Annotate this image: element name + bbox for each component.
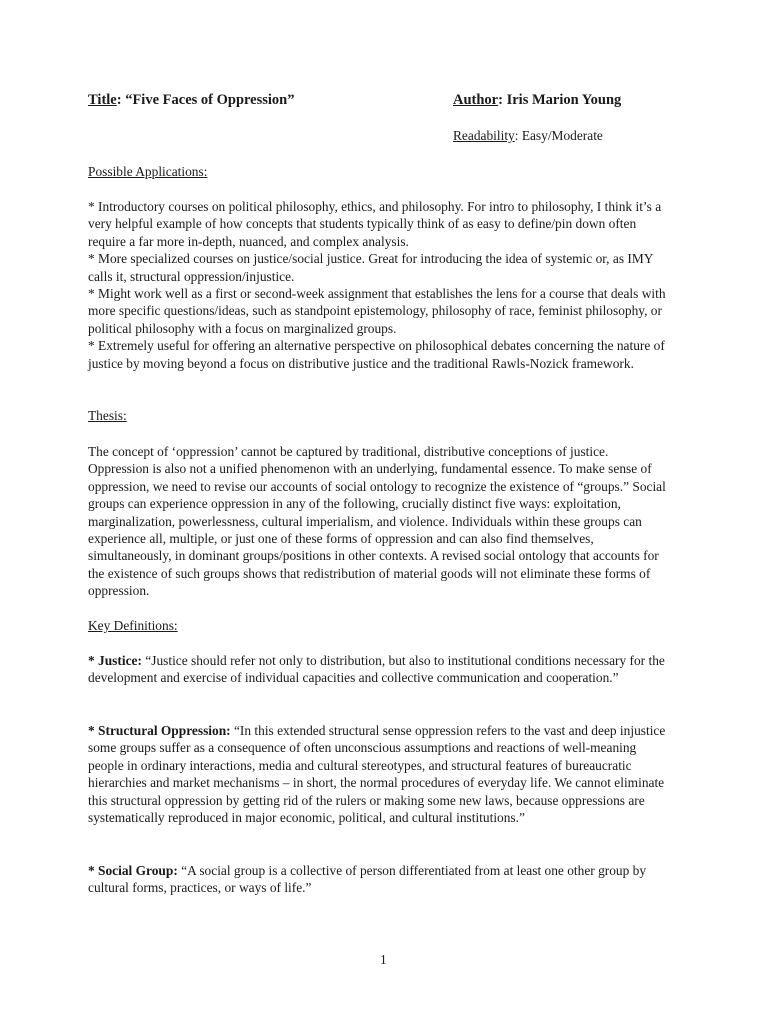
application-item: * Extremely useful for offering an alternative perspective on philosophical debates concerning the nature of justice by moving beyond a focus on distributive justice and the traditional Rawls-Nozick framework. bbox=[88, 338, 665, 371]
title-value: “Five Faces of Oppression” bbox=[125, 92, 295, 108]
author-line: Author: Iris Marion Young bbox=[453, 92, 622, 108]
definition-text: “Justice should refer not only to distribution, but also to institutional conditions necessary for the development and exercise of individual capacities and collective communication and cooperation.” bbox=[88, 653, 665, 686]
applications-heading: Possible Applications: bbox=[88, 164, 208, 179]
page-number: 1 bbox=[380, 952, 387, 967]
definition-structural-oppression bbox=[88, 722, 672, 826]
thesis-paragraph bbox=[88, 443, 672, 600]
definition-term: * Social Group: bbox=[88, 863, 178, 878]
definition-social-group bbox=[88, 862, 672, 897]
definition-justice bbox=[88, 652, 672, 687]
application-item: * Introductory courses on political philosophy, ethics, and philosophy. For intro to philosophy, I think it’s a very helpful example of how concepts that students typically think of as easy to define/pin down often require a far more in-depth, nuanced, and complex analysis. bbox=[88, 199, 662, 249]
author-label: Author bbox=[453, 92, 499, 108]
definitions-heading: Key Definitions: bbox=[88, 618, 178, 633]
author-value: Iris Marion Young bbox=[506, 92, 622, 108]
readability-line: Readability: Easy/Moderate bbox=[453, 128, 603, 143]
definition-text: “In this extended structural sense oppression refers to the vast and deep injustice some groups suffer as a consequence of often unconscious assumptions and reactions of well-meaning people in ordinary interactions, media and cultural stereotypes, and structural features of bureaucratic hierarchies and market mechanisms – in short, the normal procedures of everyday life. We cannot eliminate this structural oppression by getting rid of the rulers or making some new laws, because oppressions are systematically reproduced in major economic, political, and cultural institutions.” bbox=[88, 723, 666, 826]
readability-label: Readability bbox=[453, 128, 515, 143]
application-item: * More specialized courses on justice/social justice. Great for introducing the idea of systemic or, as IMY calls it, structural oppression/injustice. bbox=[88, 251, 653, 284]
title-label: Title bbox=[88, 92, 117, 108]
thesis-heading: Thesis: bbox=[88, 408, 127, 423]
definition-term: * Justice: bbox=[88, 653, 142, 668]
thesis-text: The concept of ‘oppression’ cannot be captured by traditional, distributive conceptions of justice. Oppression is also not a unified phenomenon with an underlying, fundamental essence. To make sense of oppression, we need to revise our accounts of social ontology to recognize the existence of “groups.” Social groups can experience oppression in any of the following, crucially distinct five ways: exploitation, marginalization, powerlessness, cultural imperialism, and violence. Individuals within these groups can experience all, multiple, or just one of these forms of oppression and can also find themselves, simultaneously, in dominant groups/positions in other contexts. A revised social ontology that accounts for the existence of such groups shows that redistribution of material goods will not eliminate these forms of oppression. bbox=[88, 444, 666, 599]
document-page bbox=[88, 0, 684, 1024]
readability-value: Easy/Moderate bbox=[521, 128, 603, 143]
definition-term: * Structural Oppression: bbox=[88, 723, 231, 738]
applications-list bbox=[88, 198, 672, 372]
definition-text: “A social group is a collective of person differentiated from at least one other group by cultural forms, practices, or ways of life.” bbox=[88, 863, 647, 896]
title-line: Title: “Five Faces of Oppression” bbox=[88, 92, 295, 108]
application-item: * Might work well as a first or second-week assignment that establishes the lens for a course that deals with more specific questions/ideas, such as standpoint epistemology, philosophy of race, feminist philosophy, or political philosophy with a focus on marginalized groups. bbox=[88, 286, 666, 336]
